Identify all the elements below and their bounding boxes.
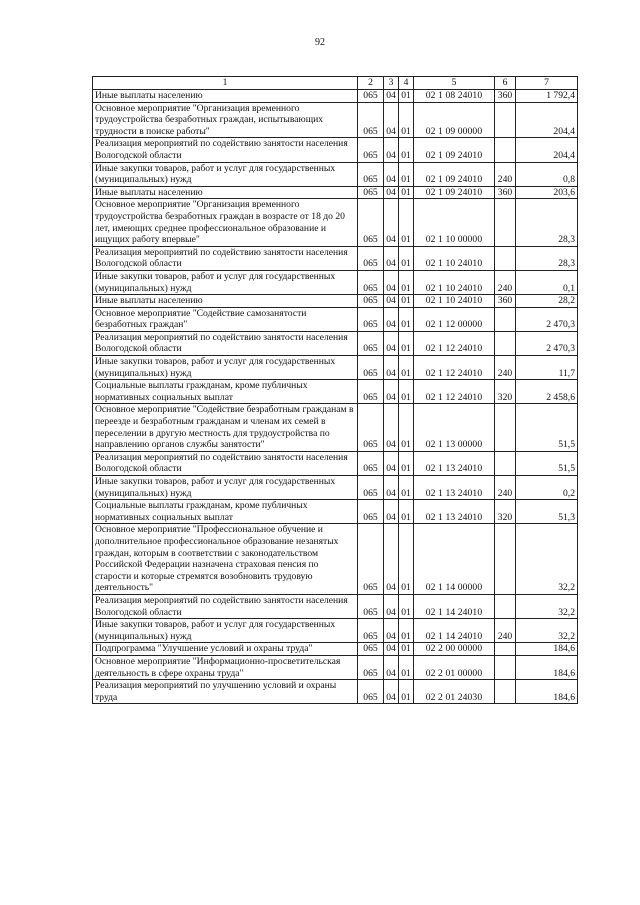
row-subsection: 01 <box>399 500 414 524</box>
row-amount: 51,3 <box>516 500 578 524</box>
row-amount: 0,1 <box>516 270 578 294</box>
row-expense-type: 320 <box>495 500 516 524</box>
row-expense-type <box>495 451 516 475</box>
table-row <box>93 680 578 704</box>
row-amount: 204,4 <box>516 102 578 138</box>
row-name: Иные закупки товаров, работ и услуг для государственных (муниципальных) нужд <box>93 270 358 294</box>
table-row <box>93 138 578 162</box>
row-expense-type <box>495 524 516 595</box>
row-subsection: 01 <box>399 655 414 679</box>
row-name: Основное мероприятие "Содействие самозанятости безработных граждан" <box>93 307 358 331</box>
budget-table <box>92 76 578 704</box>
row-section: 04 <box>384 594 399 618</box>
column-header: 5 <box>414 77 495 90</box>
row-amount: 2 470,3 <box>516 307 578 331</box>
row-expense-type <box>495 307 516 331</box>
row-name: Реализация мероприятий по содействию занятости населения Вологодской области <box>93 138 358 162</box>
row-expense-type: 240 <box>495 162 516 186</box>
row-name: Основное мероприятие "Организация временного трудоустройства безработных граждан в возрасте от 18 до 20 лет, имеющих среднее профессиональное образование и ищущих работу впервые" <box>93 199 358 246</box>
row-target-article: 02 1 13 24010 <box>414 500 495 524</box>
table-row <box>93 102 578 138</box>
row-target-article: 02 1 09 24010 <box>414 162 495 186</box>
row-subsection: 01 <box>399 246 414 270</box>
table-row <box>93 643 578 656</box>
table-row <box>93 380 578 404</box>
row-name: Иные выплаты населению <box>93 90 358 103</box>
row-target-article: 02 2 00 00000 <box>414 643 495 656</box>
column-header: 4 <box>399 77 414 90</box>
row-expense-type <box>495 594 516 618</box>
row-subsection: 01 <box>399 331 414 355</box>
row-name: Основное мероприятие "Содействие безработным гражданам в переезде и безработным гражданам и членам их семей в переселении в другую местность для трудоустройства по направлению органов службы занятости" <box>93 404 358 451</box>
row-target-article: 02 1 12 00000 <box>414 307 495 331</box>
row-expense-type <box>495 331 516 355</box>
row-section: 04 <box>384 619 399 643</box>
table-row <box>93 451 578 475</box>
row-section: 04 <box>384 331 399 355</box>
column-header: 2 <box>358 77 384 90</box>
row-name: Иные закупки товаров, работ и услуг для государственных (муниципальных) нужд <box>93 162 358 186</box>
row-section: 04 <box>384 199 399 246</box>
row-section: 04 <box>384 680 399 704</box>
column-header: 6 <box>495 77 516 90</box>
row-subsection: 01 <box>399 186 414 199</box>
table-row <box>93 295 578 308</box>
row-expense-type: 360 <box>495 186 516 199</box>
row-subsection: 01 <box>399 451 414 475</box>
row-name: Иные выплаты населению <box>93 295 358 308</box>
row-target-article: 02 1 13 00000 <box>414 404 495 451</box>
column-header: 7 <box>516 77 578 90</box>
table-row <box>93 246 578 270</box>
row-grbs: 065 <box>358 307 384 331</box>
row-subsection: 01 <box>399 404 414 451</box>
row-subsection: 01 <box>399 138 414 162</box>
column-header: 1 <box>93 77 358 90</box>
row-target-article: 02 1 12 24010 <box>414 380 495 404</box>
row-target-article: 02 1 08 24010 <box>414 90 495 103</box>
row-section: 04 <box>384 90 399 103</box>
row-amount: 184,6 <box>516 655 578 679</box>
row-expense-type <box>495 680 516 704</box>
table-row <box>93 90 578 103</box>
row-section: 04 <box>384 404 399 451</box>
row-grbs: 065 <box>358 619 384 643</box>
row-grbs: 065 <box>358 199 384 246</box>
row-subsection: 01 <box>399 307 414 331</box>
row-amount: 28,3 <box>516 246 578 270</box>
row-expense-type <box>495 404 516 451</box>
row-amount: 28,2 <box>516 295 578 308</box>
row-expense-type <box>495 138 516 162</box>
column-header: 3 <box>384 77 399 90</box>
row-amount: 2 458,6 <box>516 380 578 404</box>
row-grbs: 065 <box>358 594 384 618</box>
row-name: Реализация мероприятий по содействию занятости населения Вологодской области <box>93 331 358 355</box>
row-name: Подпрограмма "Улучшение условий и охраны труда" <box>93 643 358 656</box>
row-target-article: 02 1 10 24010 <box>414 246 495 270</box>
row-grbs: 065 <box>358 380 384 404</box>
row-grbs: 065 <box>358 186 384 199</box>
table-row <box>93 655 578 679</box>
row-expense-type: 240 <box>495 476 516 500</box>
row-subsection: 01 <box>399 594 414 618</box>
row-section: 04 <box>384 643 399 656</box>
row-section: 04 <box>384 380 399 404</box>
row-name: Основное мероприятие "Организация временного трудоустройства безработных граждан, испытывающих трудности в поиске работы" <box>93 102 358 138</box>
row-target-article: 02 1 12 24010 <box>414 331 495 355</box>
row-amount: 0,8 <box>516 162 578 186</box>
row-name: Иные выплаты населению <box>93 186 358 199</box>
row-grbs: 065 <box>358 295 384 308</box>
row-expense-type <box>495 655 516 679</box>
row-subsection: 01 <box>399 295 414 308</box>
row-target-article: 02 1 13 24010 <box>414 451 495 475</box>
row-name: Иные закупки товаров, работ и услуг для государственных (муниципальных) нужд <box>93 356 358 380</box>
row-target-article: 02 1 09 24010 <box>414 186 495 199</box>
row-expense-type: 320 <box>495 380 516 404</box>
row-section: 04 <box>384 476 399 500</box>
table-row <box>93 356 578 380</box>
row-section: 04 <box>384 102 399 138</box>
row-grbs: 065 <box>358 90 384 103</box>
table-row <box>93 594 578 618</box>
table-row <box>93 331 578 355</box>
row-name: Реализация мероприятий по улучшению условий и охраны труда <box>93 680 358 704</box>
row-name: Реализация мероприятий по содействию занятости населения Вологодской области <box>93 246 358 270</box>
row-amount: 184,6 <box>516 680 578 704</box>
row-amount: 32,2 <box>516 524 578 595</box>
row-subsection: 01 <box>399 619 414 643</box>
row-amount: 28,3 <box>516 199 578 246</box>
row-target-article: 02 1 12 24010 <box>414 356 495 380</box>
row-subsection: 01 <box>399 524 414 595</box>
row-target-article: 02 2 01 24030 <box>414 680 495 704</box>
row-target-article: 02 1 10 24010 <box>414 295 495 308</box>
row-section: 04 <box>384 270 399 294</box>
row-amount: 51,5 <box>516 451 578 475</box>
row-expense-type: 240 <box>495 356 516 380</box>
row-subsection: 01 <box>399 356 414 380</box>
row-expense-type <box>495 643 516 656</box>
row-section: 04 <box>384 655 399 679</box>
row-target-article: 02 1 13 24010 <box>414 476 495 500</box>
row-amount: 32,2 <box>516 619 578 643</box>
row-grbs: 065 <box>358 246 384 270</box>
row-name: Реализация мероприятий по содействию занятости населения Вологодской области <box>93 451 358 475</box>
row-target-article: 02 1 10 00000 <box>414 199 495 246</box>
row-section: 04 <box>384 246 399 270</box>
row-subsection: 01 <box>399 90 414 103</box>
row-grbs: 065 <box>358 655 384 679</box>
row-section: 04 <box>384 500 399 524</box>
table-row <box>93 199 578 246</box>
row-section: 04 <box>384 356 399 380</box>
row-grbs: 065 <box>358 451 384 475</box>
table-row <box>93 186 578 199</box>
row-subsection: 01 <box>399 643 414 656</box>
row-expense-type <box>495 199 516 246</box>
row-subsection: 01 <box>399 680 414 704</box>
row-grbs: 065 <box>358 524 384 595</box>
row-grbs: 065 <box>358 643 384 656</box>
page-number: 92 <box>315 37 325 48</box>
table-row <box>93 270 578 294</box>
table-row <box>93 404 578 451</box>
row-amount: 2 470,3 <box>516 331 578 355</box>
row-grbs: 065 <box>358 270 384 294</box>
row-grbs: 065 <box>358 356 384 380</box>
row-grbs: 065 <box>358 500 384 524</box>
row-name: Основное мероприятие "Информационно-просветительская деятельность в сфере охраны труда" <box>93 655 358 679</box>
row-expense-type: 240 <box>495 270 516 294</box>
row-amount: 11,7 <box>516 356 578 380</box>
table-row <box>93 162 578 186</box>
row-target-article: 02 2 01 00000 <box>414 655 495 679</box>
row-subsection: 01 <box>399 162 414 186</box>
row-target-article: 02 1 14 24010 <box>414 594 495 618</box>
row-name: Иные закупки товаров, работ и услуг для государственных (муниципальных) нужд <box>93 619 358 643</box>
row-amount: 203,6 <box>516 186 578 199</box>
row-expense-type: 240 <box>495 619 516 643</box>
table-row <box>93 307 578 331</box>
row-amount: 32,2 <box>516 594 578 618</box>
row-expense-type: 360 <box>495 90 516 103</box>
table-row <box>93 476 578 500</box>
row-name: Социальные выплаты гражданам, кроме публичных нормативных социальных выплат <box>93 500 358 524</box>
row-target-article: 02 1 09 00000 <box>414 102 495 138</box>
row-expense-type <box>495 246 516 270</box>
row-target-article: 02 1 14 24010 <box>414 619 495 643</box>
row-grbs: 065 <box>358 404 384 451</box>
row-name: Основное мероприятие "Профессиональное обучение и дополнительное профессиональное образование незанятых граждан, которым в соответствии с законодательством Российской Федерации назначена страховая пенсия по старости и которые стремятся возобновить трудовую деятельность" <box>93 524 358 595</box>
row-expense-type: 360 <box>495 295 516 308</box>
row-section: 04 <box>384 524 399 595</box>
row-amount: 184,6 <box>516 643 578 656</box>
row-section: 04 <box>384 295 399 308</box>
table-row <box>93 524 578 595</box>
row-section: 04 <box>384 138 399 162</box>
row-grbs: 065 <box>358 138 384 162</box>
row-grbs: 065 <box>358 102 384 138</box>
row-name: Иные закупки товаров, работ и услуг для государственных (муниципальных) нужд <box>93 476 358 500</box>
row-grbs: 065 <box>358 162 384 186</box>
row-target-article: 02 1 14 00000 <box>414 524 495 595</box>
row-amount: 0,2 <box>516 476 578 500</box>
row-subsection: 01 <box>399 476 414 500</box>
row-subsection: 01 <box>399 102 414 138</box>
row-subsection: 01 <box>399 270 414 294</box>
row-section: 04 <box>384 307 399 331</box>
row-grbs: 065 <box>358 476 384 500</box>
row-grbs: 065 <box>358 331 384 355</box>
row-amount: 1 792,4 <box>516 90 578 103</box>
row-grbs: 065 <box>358 680 384 704</box>
row-section: 04 <box>384 186 399 199</box>
row-amount: 51,5 <box>516 404 578 451</box>
header-row <box>93 77 578 90</box>
table-row <box>93 619 578 643</box>
row-amount: 204,4 <box>516 138 578 162</box>
row-name: Реализация мероприятий по содействию занятости населения Вологодской области <box>93 594 358 618</box>
row-name: Социальные выплаты гражданам, кроме публичных нормативных социальных выплат <box>93 380 358 404</box>
row-section: 04 <box>384 162 399 186</box>
row-subsection: 01 <box>399 380 414 404</box>
row-expense-type <box>495 102 516 138</box>
row-section: 04 <box>384 451 399 475</box>
table-row <box>93 500 578 524</box>
row-subsection: 01 <box>399 199 414 246</box>
row-target-article: 02 1 10 24010 <box>414 270 495 294</box>
row-target-article: 02 1 09 24010 <box>414 138 495 162</box>
